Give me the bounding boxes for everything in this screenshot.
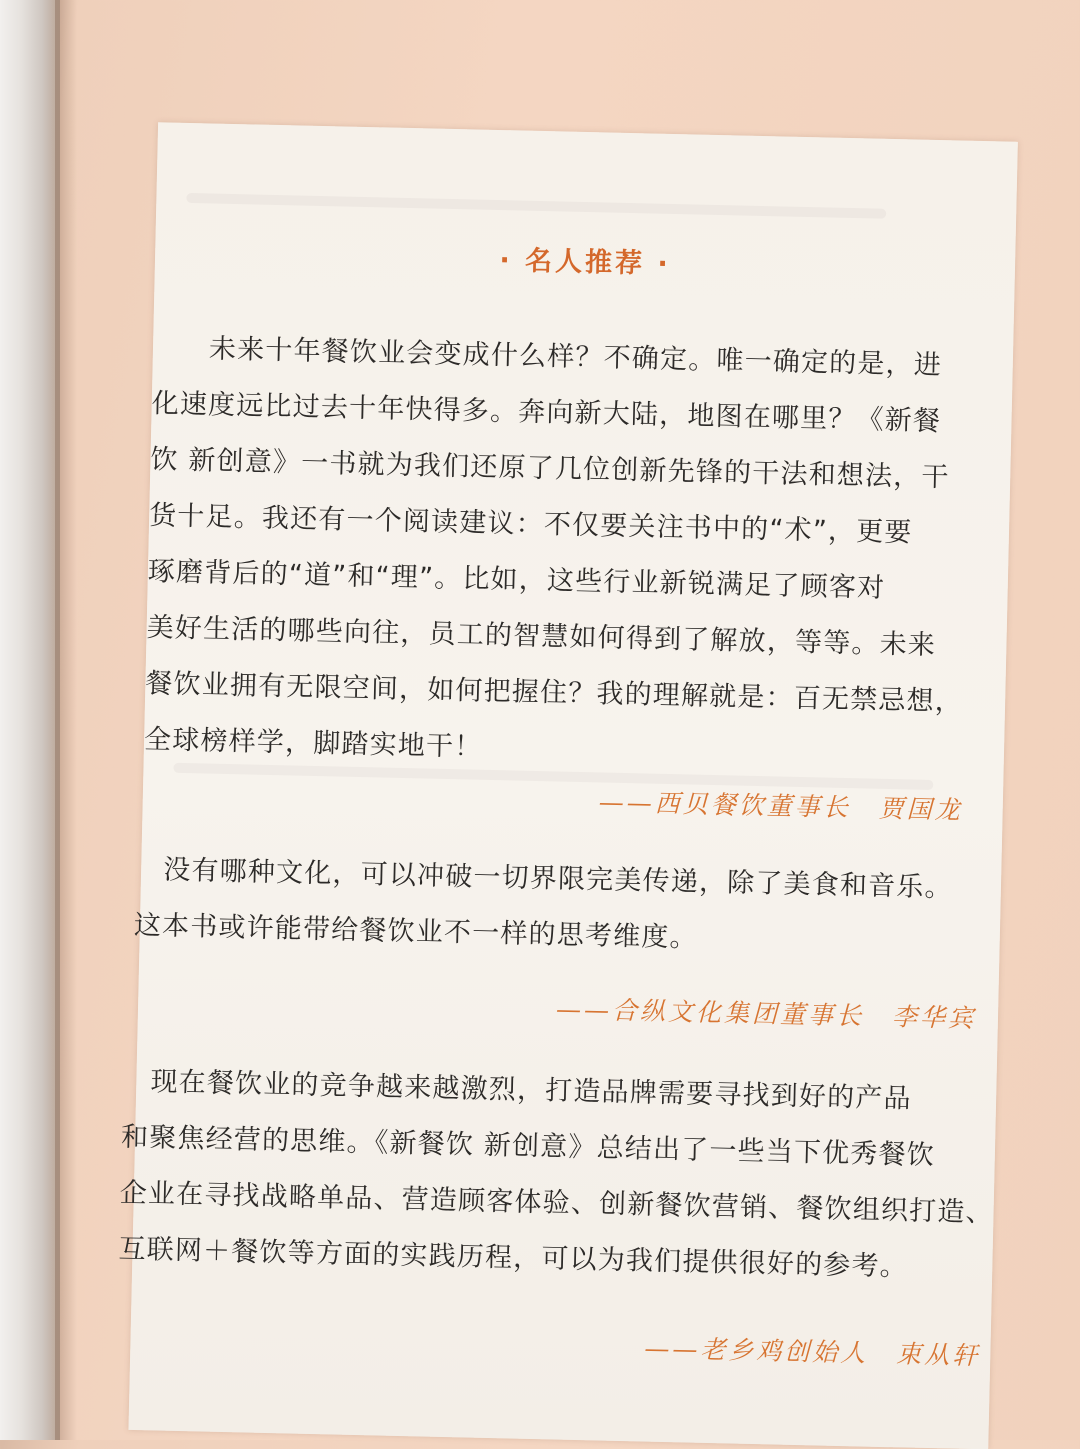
attribution-1: ——西贝餐饮董事长 贾国龙 xyxy=(598,787,964,825)
book-page xyxy=(118,122,1017,1449)
recommendation-paragraph-1 xyxy=(143,320,968,786)
section-title: · 名人推荐 · xyxy=(499,245,672,280)
paragraph-line: 和聚焦经营的思维。《新餐饮 新创意》总结出了一些当下优秀餐饮 xyxy=(120,1121,936,1172)
paragraph-line: 琢磨背后的“道”和“理”。比如，这些行业新锐满足了顾客对 xyxy=(147,556,886,604)
show-through-text xyxy=(186,193,886,219)
paragraph-line: 现在餐饮业的竞争越来越激烈，打造品牌需要寻找到好的产品 xyxy=(121,1065,913,1115)
recommendation-paragraph-2 xyxy=(133,842,957,973)
paragraph-line: 餐饮业拥有无限空间，如何把握住？我的理解就是：百无禁忌想， xyxy=(145,668,964,718)
paragraph-line: 化速度远比过去十年快得多。奔向新大陆，地图在哪里？《新餐 xyxy=(151,388,942,438)
paragraph-line: 美好生活的哪些向往，员工的智慧如何得到了解放，等等。未来 xyxy=(146,612,937,662)
binding-shadow xyxy=(55,0,77,1440)
paragraph-line: 未来十年餐饮业会变成什么样？不确定。唯一确定的是，进 xyxy=(208,333,943,382)
paragraph-line: 饮 新创意》一书就为我们还原了几位创新先锋的干法和想法，干 xyxy=(150,444,950,494)
book-binding xyxy=(0,0,60,1440)
paragraph-line: 企业在寻找战略单品、营造顾客体验、创新餐饮营销、餐饮组织打造、 xyxy=(119,1177,995,1229)
attribution-2: ——合纵文化集团董事长 李华宾 xyxy=(555,994,977,1034)
attribution-3: ——老乡鸡创始人 束从轩 xyxy=(644,1333,981,1371)
paragraph-line: 没有哪种文化，可以冲破一切界限完美传递，除了美食和音乐。 xyxy=(134,853,954,904)
paragraph-line: 这本书或许能带给餐饮业不一样的思考维度。 xyxy=(133,909,699,954)
paragraph-line: 全球榜样学，脚踏实地干！ xyxy=(143,724,483,763)
recommendation-paragraph-3 xyxy=(118,1054,995,1297)
paragraph-line: 互联网＋餐饮等方面的实践历程，可以为我们提供很好的参考。 xyxy=(118,1233,909,1283)
paragraph-line: 货十足。我还有一个阅读建议：不仅要关注书中的“术”，更要 xyxy=(148,500,913,549)
